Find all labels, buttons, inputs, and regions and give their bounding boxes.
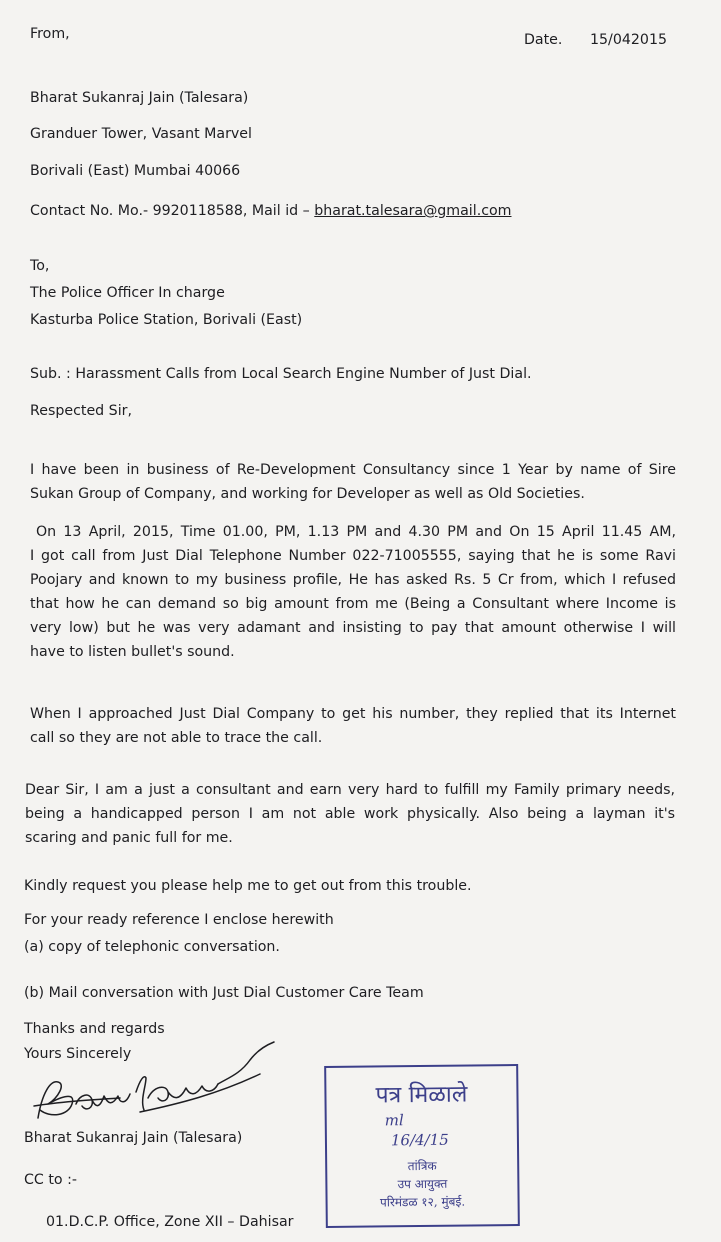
- subject-line: Sub. : Harassment Calls from Local Search Engine Number of Just Dial.: [30, 366, 532, 382]
- cc-item: 01.D.C.P. Office, Zone XII – Dahisar: [46, 1214, 294, 1230]
- email-link[interactable]: bharat.talesara@gmail.com: [314, 203, 512, 219]
- sender-contact: [30, 201, 512, 221]
- sender-address-line1: Granduer Tower, Vasant Marvel: [30, 126, 252, 142]
- paragraph-line: I have been in business of Re-Development Consultancy since 1 Year by name of Sire: [30, 462, 676, 478]
- salutation: Respected Sir,: [30, 403, 132, 419]
- paragraph-line: very low) but he was very adamant and insisting to pay that amount otherwise I will: [30, 620, 676, 636]
- paragraph-line: being a handicapped person I am not able work physically. Also being a layman it's: [25, 806, 675, 822]
- paragraph-line: have to listen bullet's sound.: [30, 644, 235, 660]
- paragraph-4: [25, 778, 675, 850]
- signer-name: Bharat Sukanraj Jain (Talesara): [24, 1130, 243, 1146]
- paragraph-line: call so they are not able to trace the call.: [30, 730, 323, 746]
- paragraph-line: Sukan Group of Company, and working for Developer as well as Old Societies.: [30, 486, 585, 502]
- paragraph-line: Dear Sir, I am a just a consultant and earn very hard to fulfill my Family primary needs,: [25, 782, 675, 798]
- paragraph-line: When I approached Just Dial Company to get his number, they replied that its Internet: [30, 706, 676, 722]
- enclosure-b: (b) Mail conversation with Just Dial Customer Care Team: [24, 985, 424, 1001]
- enclosure-intro: For your ready reference I enclose herewith: [24, 912, 334, 928]
- recipient-line1: The Police Officer In charge: [30, 285, 225, 301]
- paragraph-5: Kindly request you please help me to get out from this trouble.: [24, 878, 472, 894]
- stamp-line3: परिमंडळ १२, मुंबई.: [379, 1194, 466, 1210]
- from-label: From,: [30, 26, 70, 42]
- stamp-line1: तांत्रिक: [407, 1158, 437, 1174]
- received-stamp: [324, 1064, 520, 1228]
- paragraph-1: [30, 458, 676, 506]
- contact-text: Contact No. Mo.- 9920118588, Mail id –: [30, 203, 315, 219]
- paragraph-3: [30, 702, 676, 750]
- recipient-line2: Kasturba Police Station, Borivali (East): [30, 312, 303, 328]
- enclosure-a: (a) copy of telephonic conversation.: [24, 939, 280, 955]
- sender-name: Bharat Sukanraj Jain (Talesara): [30, 90, 249, 106]
- paragraph-line: that how he can demand so big amount from me (Being a Consultant where Income is: [30, 596, 676, 612]
- date-label: Date.: [524, 32, 563, 48]
- paragraph-line: Poojary and known to my business profile, He has asked Rs. 5 Cr from, which I refused: [30, 572, 676, 588]
- to-label: To,: [30, 258, 50, 274]
- paragraph-line: scaring and panic full for me.: [25, 830, 233, 846]
- closing-yours: Yours Sincerely: [24, 1046, 132, 1062]
- closing-thanks: Thanks and regards: [24, 1021, 165, 1037]
- sender-address-line2: Borivali (East) Mumbai 40066: [30, 163, 241, 179]
- date-value: 15/042015: [590, 32, 667, 48]
- paragraph-line: On 13 April, 2015, Time 01.00, PM, 1.13 PM and 4.30 PM and On 15 April 11.45 AM,: [36, 524, 676, 540]
- stamp-line2: उप आयुक्त: [397, 1176, 448, 1192]
- stamp-handwritten-initials: ml: [384, 1111, 404, 1130]
- stamp-title: पत्र मिळाले: [375, 1081, 468, 1109]
- stamp-handwritten-date: 16/4/15: [390, 1130, 449, 1150]
- handwritten-signature: [28, 1034, 278, 1126]
- paragraph-line: I got call from Just Dial Telephone Number 022-71005555, saying that he is some Ravi: [30, 548, 676, 564]
- paragraph-2: [30, 520, 676, 664]
- cc-label: CC to :-: [24, 1172, 77, 1188]
